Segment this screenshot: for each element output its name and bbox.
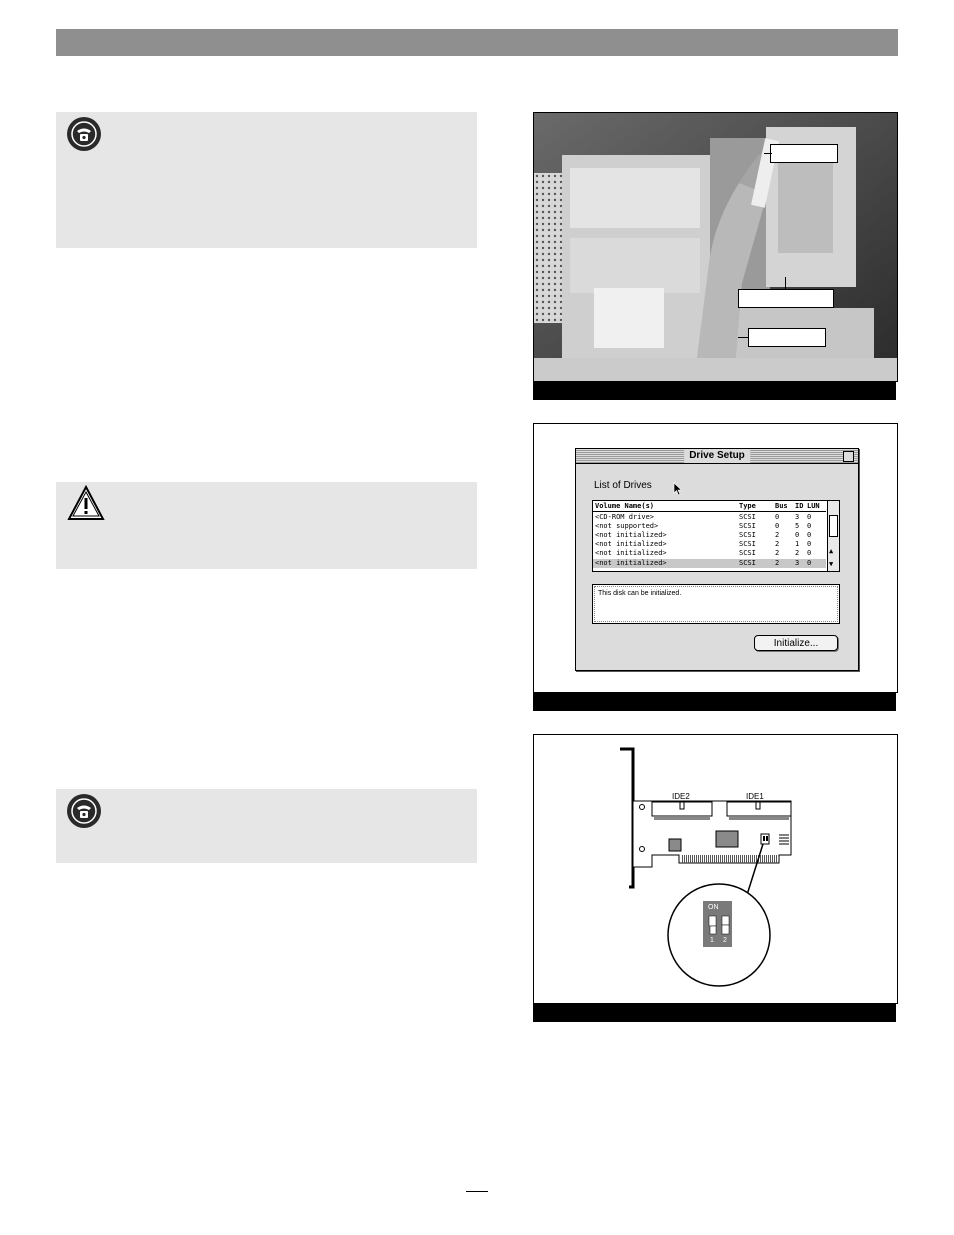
callout-label-2 (738, 289, 834, 308)
mouse-pointer-icon (673, 482, 683, 496)
drive-id: 3 (795, 513, 800, 521)
figure-3-caption-bar (533, 1003, 896, 1022)
dip-switch-1-label: 1 (710, 937, 714, 944)
support-note-box-2 (56, 789, 477, 863)
support-note-box-1 (56, 112, 477, 248)
drive-name: <not initialized> (595, 549, 667, 557)
table-row-selected[interactable] (593, 559, 826, 568)
drive-id: 1 (795, 540, 800, 548)
drive-bus: 0 (775, 522, 780, 530)
figure-1-caption-bar (533, 381, 896, 400)
window-title-bar[interactable] (576, 449, 858, 464)
computer-interior-photo (534, 113, 897, 381)
scroll-thumb[interactable] (829, 515, 838, 537)
telephone-support-icon (67, 794, 101, 828)
figure-card-diagram (533, 734, 898, 1004)
column-header-bus[interactable]: Bus (775, 502, 788, 510)
drive-type: SCSI (739, 522, 756, 530)
drive-bus: 0 (775, 513, 780, 521)
warning-triangle-icon (67, 485, 105, 526)
figure-install-photo (533, 112, 898, 382)
drive-id: 5 (795, 522, 800, 530)
drive-id: 3 (795, 559, 800, 567)
initialize-button[interactable]: Initialize... (754, 635, 838, 651)
callout-label-1 (770, 144, 838, 163)
drive-bus: 2 (775, 559, 780, 567)
drive-type: SCSI (739, 513, 756, 521)
callout-label-3 (748, 328, 826, 347)
dip-switch-2-label: 2 (723, 937, 727, 944)
status-message: This disk can be initialized. (598, 590, 682, 597)
drive-lun: 0 (807, 549, 812, 557)
column-header-lun[interactable]: LUN (807, 502, 820, 510)
telephone-support-icon (67, 117, 101, 151)
table-row[interactable] (593, 513, 826, 522)
figure-2-caption-bar (533, 692, 896, 711)
drive-type: SCSI (739, 540, 756, 548)
drive-lun: 0 (807, 522, 812, 530)
drive-lun: 0 (807, 559, 812, 567)
drive-bus: 2 (775, 531, 780, 539)
zoom-box-icon[interactable] (843, 451, 854, 462)
ide2-port-label: IDE2 (672, 792, 690, 801)
status-info-box (592, 584, 840, 624)
drive-type: SCSI (739, 549, 756, 557)
page-header-bar (56, 29, 898, 56)
drive-name: <not initialized> (595, 531, 667, 539)
drive-setup-window (575, 448, 859, 671)
drive-type: SCSI (739, 559, 756, 567)
drive-name: <CD-ROM drive> (595, 513, 655, 521)
table-row[interactable] (593, 549, 826, 558)
column-header-type[interactable]: Type (739, 502, 756, 510)
table-row[interactable] (593, 540, 826, 549)
drive-name: <not initialized> (595, 540, 667, 548)
dip-switch-on-label: ON (708, 904, 719, 911)
table-row[interactable] (593, 531, 826, 540)
drive-id: 2 (795, 549, 800, 557)
drive-bus: 2 (775, 540, 780, 548)
warning-note-box (56, 482, 477, 569)
page-number-rule (466, 1191, 488, 1192)
column-header-volume-name[interactable]: Volume Name(s) (595, 502, 655, 510)
drive-lun: 0 (807, 531, 812, 539)
drive-bus: 2 (775, 549, 780, 557)
drive-name: <not initialized> (595, 559, 667, 567)
drive-id: 0 (795, 531, 800, 539)
pci-card-drawing (534, 735, 897, 1003)
drive-type: SCSI (739, 531, 756, 539)
window-title: Drive Setup (684, 449, 750, 463)
ide1-port-label: IDE1 (746, 792, 764, 801)
scroll-up-arrow-icon[interactable]: ▲ (829, 547, 834, 555)
callout-leader-3 (738, 337, 748, 338)
drive-name: <not supported> (595, 522, 659, 530)
column-header-id[interactable]: ID (795, 502, 804, 510)
drive-list-header (593, 501, 826, 512)
scroll-down-arrow-icon[interactable]: ▼ (829, 560, 834, 568)
table-row[interactable] (593, 522, 826, 531)
drive-lun: 0 (807, 540, 812, 548)
list-of-drives-label: List of Drives (594, 480, 652, 491)
callout-leader-2 (785, 277, 786, 289)
drive-list-table[interactable] (592, 500, 840, 572)
callout-leader-1 (764, 153, 772, 154)
drive-lun: 0 (807, 513, 812, 521)
drive-list-scrollbar[interactable] (827, 501, 839, 571)
